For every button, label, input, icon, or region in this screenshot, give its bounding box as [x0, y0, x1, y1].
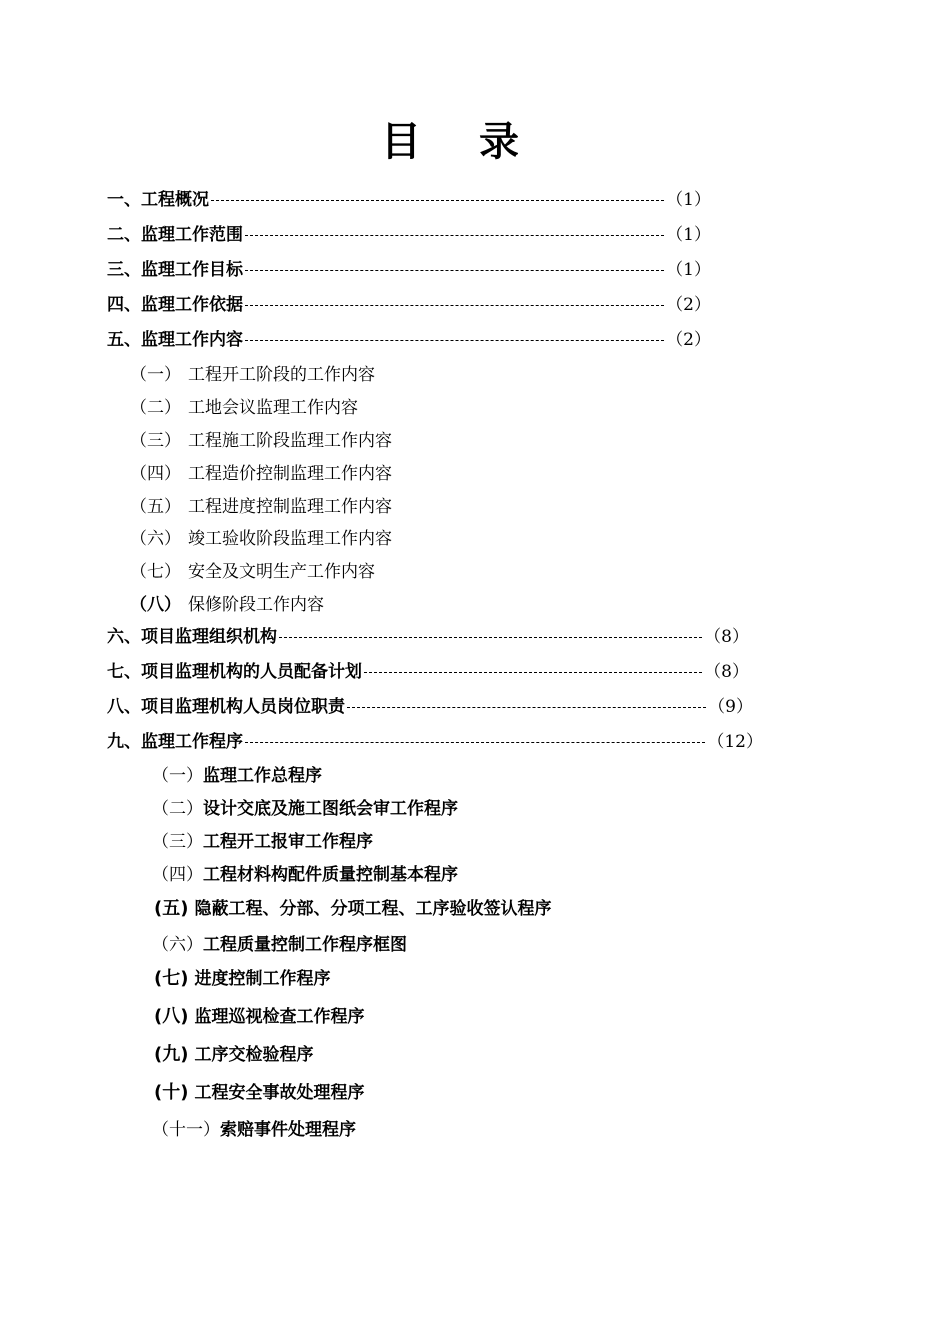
dot-leader: [364, 659, 702, 685]
subentry-text: 工程进度控制监理工作内容: [188, 497, 392, 517]
subentry-number: (九): [154, 1044, 189, 1065]
subentry-number: （十一）: [152, 1120, 220, 1140]
page-title: 目 录: [381, 119, 541, 165]
toc-subentry[interactable]: [154, 896, 551, 922]
toc-subentry[interactable]: [152, 862, 458, 888]
subentry-number: （一）: [130, 365, 181, 385]
toc-entry-label: 四、监理工作依据: [107, 295, 243, 315]
toc-subentry[interactable]: [154, 1042, 313, 1068]
subentry-number: （七）: [130, 562, 181, 582]
subentry-number: （三）: [152, 832, 203, 852]
toc-entry-label: 九、监理工作程序: [107, 732, 243, 752]
subentry-text: 进度控制工作程序: [194, 969, 331, 989]
toc-subentry[interactable]: [130, 428, 392, 454]
toc-entry-label: 七、项目监理机构的人员配备计划: [107, 662, 362, 682]
toc-entry-label: 五、监理工作内容: [107, 330, 243, 350]
subentry-text: 工程开工报审工作程序: [203, 832, 373, 852]
toc-page-number: （1）: [666, 260, 711, 280]
dot-leader: [245, 729, 705, 755]
toc-subentry[interactable]: [152, 763, 322, 789]
subentry-number: （八）: [130, 595, 181, 615]
dot-leader: [245, 292, 664, 318]
toc-page-number: （12）: [707, 732, 763, 752]
subentry-text: 索赔事件处理程序: [220, 1120, 356, 1140]
subentry-text: 工程开工阶段的工作内容: [188, 365, 375, 385]
subentry-text: 监理巡视检查工作程序: [194, 1007, 365, 1027]
toc-subentry[interactable]: [130, 494, 392, 520]
toc-subentry[interactable]: [152, 1117, 356, 1143]
subentry-text: 安全及文明生产工作内容: [188, 562, 375, 582]
subentry-text: 设计交底及施工图纸会审工作程序: [203, 799, 458, 819]
dot-leader: [245, 257, 664, 283]
subentry-number: （二）: [152, 799, 203, 819]
toc-entry-6[interactable]: [107, 624, 749, 650]
subentry-text: 工程造价控制监理工作内容: [188, 464, 392, 484]
toc-subentry[interactable]: [152, 796, 458, 822]
subentry-number: (八): [154, 1006, 189, 1027]
toc-entry-5[interactable]: [107, 327, 711, 353]
subentry-number: （三）: [130, 431, 181, 451]
toc-entry-8[interactable]: [107, 694, 753, 720]
subentry-text: 竣工验收阶段监理工作内容: [188, 529, 392, 549]
subentry-text: 工序交检验程序: [194, 1045, 314, 1065]
dot-leader: [245, 222, 664, 248]
subentry-text: 工程施工阶段监理工作内容: [188, 431, 392, 451]
toc-page-number: （8）: [704, 662, 749, 682]
toc-page-number: （2）: [666, 330, 711, 350]
dot-leader: [211, 187, 664, 213]
toc-subentry[interactable]: [130, 461, 392, 487]
subentry-number: （六）: [130, 529, 181, 549]
toc-subentry[interactable]: [130, 592, 324, 618]
toc-entry-2[interactable]: [107, 222, 711, 248]
toc-page-number: （9）: [708, 697, 753, 717]
toc-subentry[interactable]: [130, 395, 358, 421]
subentry-number: （五）: [130, 497, 181, 517]
toc-entry-label: 二、监理工作范围: [107, 225, 243, 245]
toc-subentry[interactable]: [152, 932, 407, 958]
subentry-text: 保修阶段工作内容: [188, 595, 324, 615]
subentry-number: (五): [154, 898, 189, 919]
toc-entry-label: 三、监理工作目标: [107, 260, 243, 280]
dot-leader: [245, 327, 664, 353]
toc-page-number: （8）: [704, 627, 749, 647]
toc-entry-label: 六、项目监理组织机构: [107, 627, 277, 647]
toc-page-number: （1）: [666, 190, 711, 210]
subentry-number: (七): [154, 968, 189, 989]
toc-entry-9[interactable]: [107, 729, 763, 755]
toc-entry-7[interactable]: [107, 659, 749, 685]
toc-entry-1[interactable]: [107, 187, 711, 213]
toc-page-number: （1）: [666, 225, 711, 245]
subentry-text: 隐蔽工程、分部、分项工程、工序验收签认程序: [194, 899, 552, 919]
subentry-number: （二）: [130, 398, 181, 418]
toc-entry-3[interactable]: [107, 257, 711, 283]
toc-subentry[interactable]: [154, 966, 330, 992]
subentry-number: （一）: [152, 766, 203, 786]
toc-subentry[interactable]: [152, 829, 373, 855]
toc-subentry[interactable]: [130, 362, 375, 388]
subentry-number: （六）: [152, 935, 203, 955]
toc-subentry[interactable]: [130, 559, 375, 585]
toc-subentry[interactable]: [130, 526, 392, 552]
subentry-number: （四）: [130, 464, 181, 484]
subentry-number: (十): [154, 1082, 189, 1103]
toc-entry-label: 一、工程概况: [107, 190, 209, 210]
dot-leader: [347, 694, 706, 720]
subentry-text: 工地会议监理工作内容: [188, 398, 358, 418]
toc-page-number: （2）: [666, 295, 711, 315]
subentry-text: 工程安全事故处理程序: [194, 1083, 365, 1103]
subentry-text: 工程材料构配件质量控制基本程序: [203, 865, 458, 885]
dot-leader: [279, 624, 702, 650]
subentry-number: （四）: [152, 865, 203, 885]
subentry-text: 工程质量控制工作程序框图: [203, 935, 407, 955]
toc-entry-4[interactable]: [107, 292, 711, 318]
toc-subentry[interactable]: [154, 1004, 364, 1030]
toc-entry-label: 八、项目监理机构人员岗位职责: [107, 697, 345, 717]
subentry-text: 监理工作总程序: [203, 766, 322, 786]
toc-subentry[interactable]: [154, 1080, 364, 1106]
